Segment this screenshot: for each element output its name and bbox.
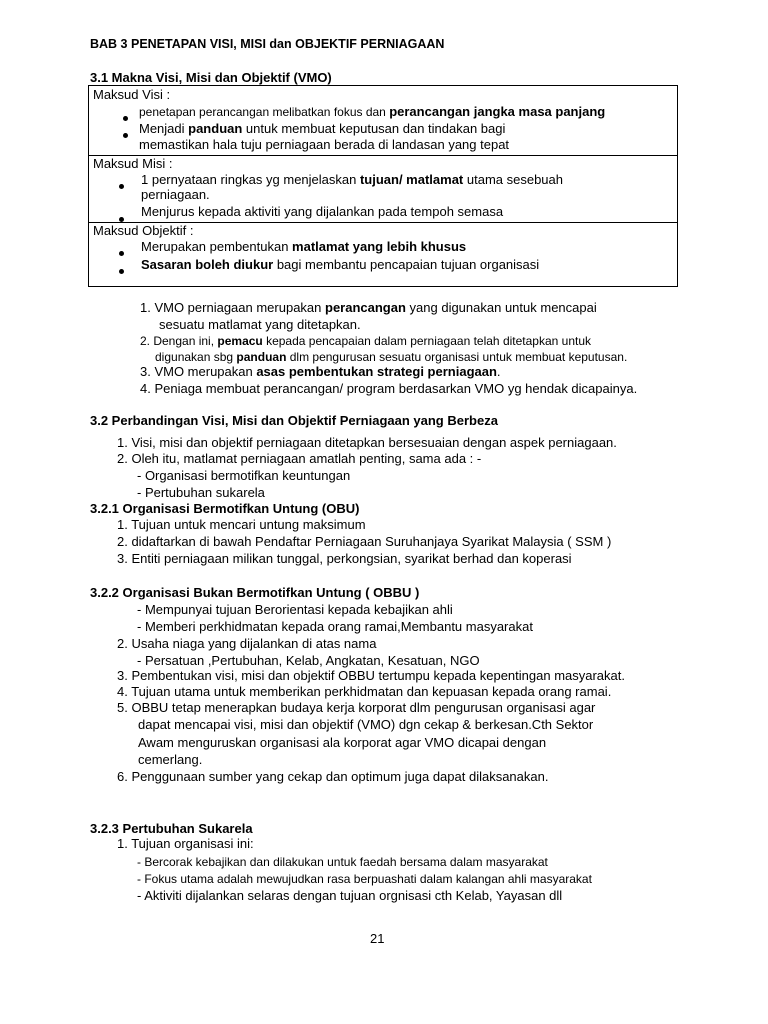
s322-dash-3: - Persatuan ,Pertubuhan, Kelab, Angkatan, Kesatuan, NGO [137, 653, 480, 668]
visi-bullet-2: Menjadi panduan untuk membuat keputusan dan tindakan bagi [139, 121, 506, 136]
misi-row [89, 156, 677, 223]
section-3-2-2-heading: 3.2.2 Organisasi Bukan Bermotifkan Untung ( OBBU ) [90, 585, 420, 600]
vmo-note-1-cont: sesuatu matlamat yang ditetapkan. [159, 317, 361, 332]
visi-bullet-2-cont: memastikan hala tuju perniagaan berada di landasan yang tepat [139, 137, 510, 152]
vmo-definition-box [88, 85, 678, 287]
s32-dash-1: - Organisasi bermotifkan keuntungan [137, 468, 351, 483]
bullet-icon [119, 217, 124, 222]
vmo-note-3: 3. VMO merupakan asas pembentukan strategi perniagaan. [140, 364, 501, 379]
section-3-2-1-heading: 3.2.1 Organisasi Bermotifkan Untung (OBU) [90, 501, 360, 516]
s322-item-5: 5. OBBU tetap menerapkan budaya kerja korporat dlm pengurusan organisasi agar [117, 700, 596, 715]
s322-item-5-cont-3: cemerlang. [138, 752, 203, 767]
vmo-note-2: 2. Dengan ini, pemacu kepada pencapaian dalam perniagaan telah ditetapkan untuk [140, 334, 592, 348]
page-title: BAB 3 PENETAPAN VISI, MISI dan OBJEKTIF PERNIAGAAN [90, 37, 445, 51]
misi-bullet-2: Menjurus kepada aktiviti yang dijalankan pada tempoh semasa [141, 204, 504, 219]
s321-item-2: 2. didaftarkan di bawah Pendaftar Perniagaan Suruhanjaya Syarikat Malaysia ( SSM ) [117, 534, 612, 549]
s322-item-5-cont-2: Awam menguruskan organisasi ala korporat agar VMO dicapai dengan [138, 735, 547, 750]
bullet-icon [119, 251, 124, 256]
s322-item-3: 3. Pembentukan visi, misi dan objektif OBBU tertumpu kepada kepentingan masyarakat. [117, 668, 625, 683]
section-3-1-heading: 3.1 Makna Visi, Misi dan Objektif (VMO) [90, 70, 332, 85]
objektif-row [89, 223, 677, 286]
bullet-icon [123, 133, 128, 138]
bullet-icon [123, 116, 128, 121]
visi-label: Maksud Visi : [93, 87, 171, 102]
bullet-icon [119, 269, 124, 274]
s323-item-1: 1. Tujuan organisasi ini: [117, 836, 254, 851]
s323-dash-1: - Bercorak kebajikan dan dilakukan untuk faedah bersama dalam masyarakat [137, 855, 548, 869]
vmo-note-1: 1. VMO perniagaan merupakan perancangan yang digunakan untuk mencapai [140, 300, 597, 315]
objektif-bullet-2: Sasaran boleh diukur bagi membantu pencapaian tujuan organisasi [141, 257, 540, 272]
s323-dash-2: - Fokus utama adalah mewujudkan rasa berpuashati dalam kalangan ahli masyarakat [137, 872, 592, 886]
section-3-2-heading: 3.2 Perbandingan Visi, Misi dan Objektif Perniagaan yang Berbeza [90, 413, 498, 428]
s322-dash-2: - Memberi perkhidmatan kepada orang ramai,Membantu masyarakat [137, 619, 533, 634]
misi-label: Maksud Misi : [93, 156, 173, 171]
s322-item-6: 6. Penggunaan sumber yang cekap dan optimum juga dapat dilaksanakan. [117, 769, 549, 784]
s322-dash-1: - Mempunyai tujuan Berorientasi kepada kebajikan ahli [137, 602, 453, 617]
s321-item-3: 3. Entiti perniagaan milikan tunggal, perkongsian, syarikat berhad dan koperasi [117, 551, 572, 566]
vmo-note-4: 4. Peniaga membuat perancangan/ program berdasarkan VMO yg hendak dicapainya. [140, 381, 638, 396]
objektif-label: Maksud Objektif : [93, 223, 194, 238]
s321-item-1: 1. Tujuan untuk mencari untung maksimum [117, 517, 366, 532]
objektif-bullet-1: Merupakan pembentukan matlamat yang lebih khusus [141, 239, 467, 254]
s322-item-4: 4. Tujuan utama untuk memberikan perkhidmatan dan kepuasan kepada orang ramai. [117, 684, 612, 699]
bullet-icon [119, 184, 124, 189]
misi-bullet-1: 1 pernyataan ringkas yg menjelaskan tujuan/ matlamat utama sesebuah [141, 172, 563, 187]
page-number: 21 [370, 931, 385, 946]
s32-item-2: 2. Oleh itu, matlamat perniagaan amatlah penting, sama ada : - [117, 451, 482, 466]
vmo-note-2-cont: digunakan sbg panduan dlm pengurusan sesuatu organisasi untuk membuat keputusan. [155, 350, 628, 364]
misi-bullet-1-cont: perniagaan. [141, 187, 210, 202]
s323-dash-3: - Aktiviti dijalankan selaras dengan tujuan orgnisasi cth Kelab, Yayasan dll [137, 888, 563, 903]
visi-row [89, 86, 677, 156]
s32-dash-2: - Pertubuhan sukarela [137, 485, 265, 500]
section-3-2-3-heading: 3.2.3 Pertubuhan Sukarela [90, 821, 253, 836]
s322-item-2: 2. Usaha niaga yang dijalankan di atas nama [117, 636, 377, 651]
s322-item-5-cont-1: dapat mencapai visi, misi dan objektif (VMO) dgn cekap & berkesan.Cth Sektor [138, 717, 594, 732]
visi-bullet-1: penetapan perancangan melibatkan fokus dan perancangan jangka masa panjang [139, 104, 606, 119]
s32-item-1: 1. Visi, misi dan objektif perniagaan ditetapkan bersesuaian dengan aspek perniagaan. [117, 435, 617, 450]
